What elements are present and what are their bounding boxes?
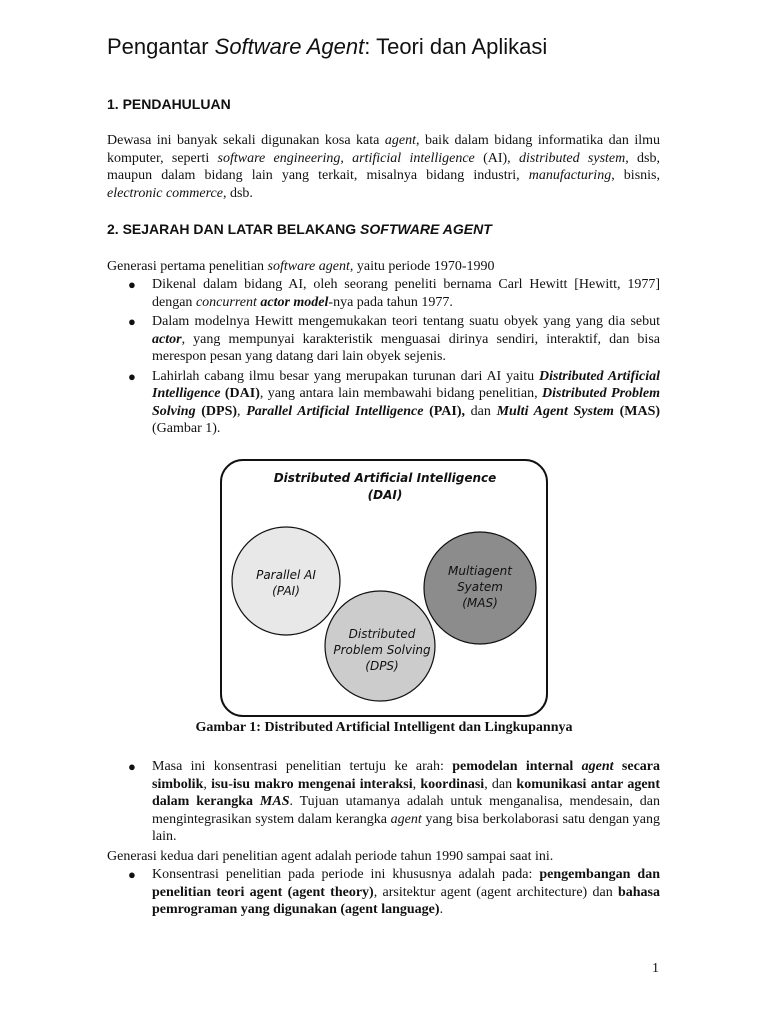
title-italic: Software Agent [214, 34, 365, 59]
dps-label-line2: Problem Solving [333, 643, 431, 657]
section-1-heading: 1. PENDAHULUAN [107, 96, 231, 112]
generation-1-intro: Generasi pertama penelitian software agent, yaitu periode 1970-1990 [107, 259, 495, 274]
dps-label-line1: Distributed [348, 627, 416, 641]
list-item: ● Dikenal dalam bidang AI, oleh seorang peneliti bernama Carl Hewitt [Hewitt, 1977] dengan concurrent actor model-nya pada tahun 1977. [128, 277, 660, 310]
dai-diagram [218, 458, 550, 718]
section-2-heading: 2. SEJARAH DAN LATAR BELAKANG SOFTWARE AGENT [107, 221, 492, 237]
generation-2-intro: Generasi kedua dari penelitian agent adalah periode tahun 1990 sampai saat ini. [107, 849, 554, 864]
mas-label-line1: Multiagent [448, 564, 512, 578]
mas-label-line2: Syatem [457, 580, 503, 594]
generation-1-list [107, 276, 660, 440]
pai-label-line1: Parallel AI [256, 568, 316, 582]
generation-1-focus-list [107, 758, 660, 848]
page-number: 1 [652, 961, 659, 976]
dps-label-line3: (DPS) [365, 659, 399, 673]
figure-caption: Gambar 1: Distributed Artificial Intelligent dan Lingkupannya [195, 720, 573, 735]
mas-label-line3: (MAS) [462, 596, 498, 610]
list-item: ● Masa ini konsentrasi penelitian tertuju ke arah: pemodelan internal agent secara simbolik, isu-isu makro mengenai interaksi, koordinasi, dan komunikasi antar agent dalam kerangka MAS. Tujuan utamanya adalah untuk menganalisa, mendesain, dan mengintegrasikan system dalam kerangka agent yang bisa berkolaborasi satu dengan yang lain. [128, 759, 661, 844]
page-title [107, 34, 547, 60]
title-suffix: : Teori dan Aplikasi [364, 34, 548, 59]
list-item: ● Konsentrasi penelitian pada periode ini khususnya adalah pada: pengembangan dan penelitian teori agent (agent theory), arsitektur agent (agent architecture) dan bahasa pemrograman yang digunakan (agent language). [128, 867, 660, 917]
list-item: ● Lahirlah cabang ilmu besar yang merupakan turunan dari AI yaitu Distributed Artificial Intelligence (DAI), yang antara lain membawahi bidang penelitian, Distributed Problem Solving (DPS), Parallel Artificial Intelligence (PAI), dan Multi Agent System (MAS) (Gambar 1). [128, 368, 661, 436]
pai-label-line2: (PAI) [272, 584, 300, 598]
dai-label-line1: Distributed Artificial Intelligence [273, 471, 497, 485]
section-1-paragraph: Dewasa ini banyak sekali digunakan kosa kata agent, baik dalam bidang informatika dan ilmu komputer, seperti software engineering, artificial intelligence (AI), distributed system, dsb, maupun dalam bidang lain yang terkait, misalnya bidang industri, manufacturing, bisnis, electronic commerce, dsb. [107, 133, 661, 201]
dai-label-line2: (DAI) [367, 488, 403, 502]
title-prefix: Pengantar [107, 34, 215, 59]
generation-2-list [107, 866, 660, 921]
list-item: ● Dalam modelnya Hewitt mengemukakan teori tentang suatu obyek yang yang dia sebut actor, yang mempunyai karakteristik menguasai dirinya sendiri, interaktif, dan bisa merespon pesan yang datang dari lain obyek sejenis. [128, 314, 660, 364]
